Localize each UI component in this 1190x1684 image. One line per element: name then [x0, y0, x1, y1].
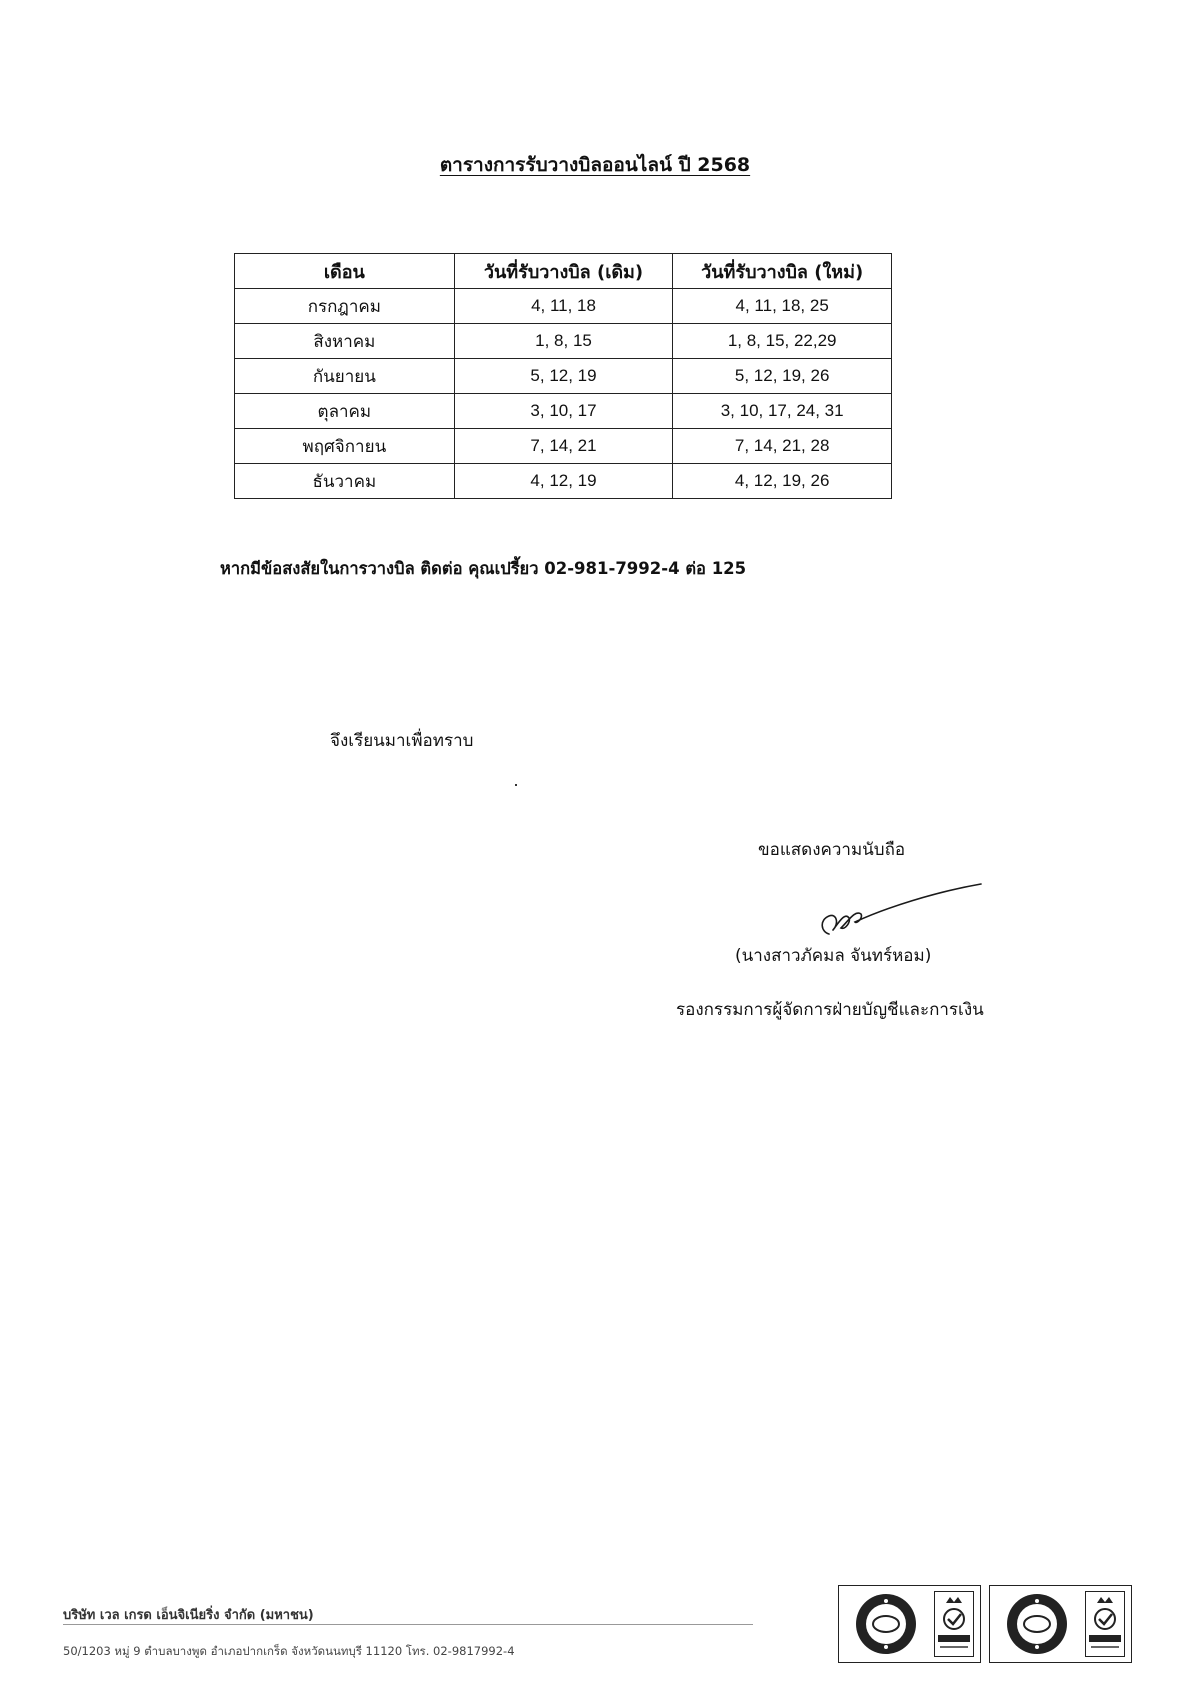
table-row	[235, 394, 892, 429]
month-cell: ธันวาคม	[235, 464, 455, 499]
signature-icon	[815, 872, 985, 942]
closing-salutation: ขอแสดงความนับถือ	[758, 840, 906, 860]
urs-seal-icon	[995, 1591, 1079, 1657]
new-dates-cell: 4, 12, 19, 26	[673, 464, 892, 499]
signer-position: รองกรรมการผู้จัดการฝ่ายบัญชีและการเงิน	[676, 1000, 984, 1020]
table-header-row	[235, 254, 892, 289]
certification-badge	[989, 1585, 1132, 1663]
certification-badge	[838, 1585, 981, 1663]
old-dates-cell: 4, 12, 19	[454, 464, 673, 499]
footer-company: บริษัท เวล เกรด เอ็นจิเนียริ่ง จำกัด (มหาชน)	[63, 1608, 314, 1623]
new-dates-cell: 1, 8, 15, 22,29	[673, 324, 892, 359]
table-row	[235, 464, 892, 499]
table-row	[235, 289, 892, 324]
signer-name: (นางสาวภัคมล จันทร์หอม)	[735, 946, 932, 966]
table-row	[235, 324, 892, 359]
header-new-dates: วันที่รับวางบิล (ใหม่)	[673, 254, 892, 289]
month-cell: ตุลาคม	[235, 394, 455, 429]
new-dates-cell: 7, 14, 21, 28	[673, 429, 892, 464]
table-row	[235, 359, 892, 394]
urs-seal-icon	[844, 1591, 928, 1657]
month-cell: สิงหาคม	[235, 324, 455, 359]
month-cell: กรกฎาคม	[235, 289, 455, 324]
header-month: เดือน	[235, 254, 455, 289]
inform-text: จึงเรียนมาเพื่อทราบ	[330, 731, 474, 751]
old-dates-cell: 1, 8, 15	[454, 324, 673, 359]
new-dates-cell: 5, 12, 19, 26	[673, 359, 892, 394]
new-dates-cell: 4, 11, 18, 25	[673, 289, 892, 324]
ukas-crown-check-icon	[1085, 1591, 1125, 1657]
header-old-dates: วันที่รับวางบิล (เดิม)	[454, 254, 673, 289]
contact-note: หากมีข้อสงสัยในการวางบิล ติดต่อ คุณเปรี้ยว 02-981-7992-4 ต่อ 125	[220, 559, 747, 578]
footer-address: 50/1203 หมู่ 9 ตำบลบางพูด อำเภอปากเกร็ด จังหวัดนนทบุรี 11120 โทร. 02-9817992-4	[63, 1644, 515, 1658]
document-title: ตารางการรับวางบิลออนไลน์ ปี 2568	[439, 154, 751, 176]
old-dates-cell: 3, 10, 17	[454, 394, 673, 429]
new-dates-cell: 3, 10, 17, 24, 31	[673, 394, 892, 429]
month-cell: กันยายน	[235, 359, 455, 394]
billing-schedule-table	[234, 253, 892, 499]
stray-mark	[515, 784, 517, 786]
ukas-crown-check-icon	[934, 1591, 974, 1657]
footer-divider	[63, 1624, 753, 1625]
old-dates-cell: 5, 12, 19	[454, 359, 673, 394]
table-row	[235, 429, 892, 464]
month-cell: พฤศจิกายน	[235, 429, 455, 464]
old-dates-cell: 7, 14, 21	[454, 429, 673, 464]
old-dates-cell: 4, 11, 18	[454, 289, 673, 324]
